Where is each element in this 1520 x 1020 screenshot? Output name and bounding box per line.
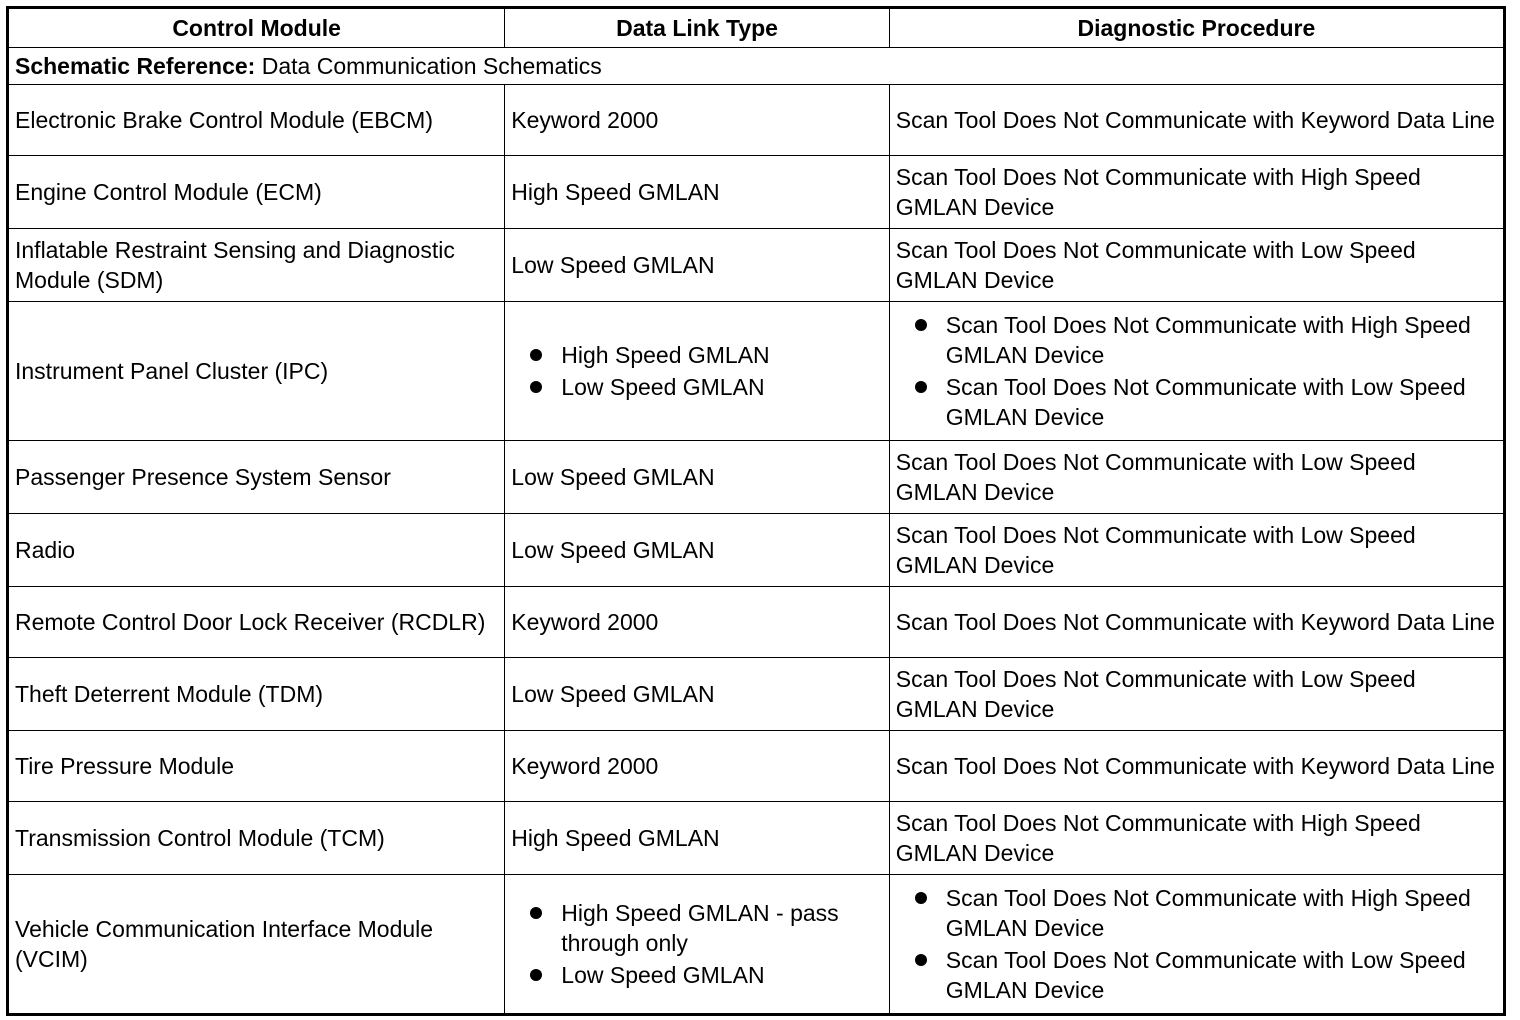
list-item — [896, 883, 1497, 943]
procedure-list — [896, 310, 1497, 432]
procedure-link[interactable]: Scan Tool Does Not Communicate with Keyword Data Line — [889, 731, 1504, 802]
list-item — [896, 372, 1497, 432]
table-row — [8, 156, 1505, 229]
list-item: Low Speed GMLAN — [511, 960, 883, 990]
module-cell: Vehicle Communication Interface Module (VCIM) — [8, 875, 505, 1015]
bullet-icon — [530, 381, 542, 393]
link-type-cell: Keyword 2000 — [505, 731, 890, 802]
module-cell: Remote Control Door Lock Receiver (RCDLR) — [8, 587, 505, 658]
module-cell: Tire Pressure Module — [8, 731, 505, 802]
schematic-reference-label: Schematic Reference: — [15, 53, 256, 79]
link-type-cell: Low Speed GMLAN — [505, 441, 890, 514]
bullet-icon — [915, 319, 927, 331]
header-data-link-type: Data Link Type — [505, 8, 890, 48]
link-type-cell: Low Speed GMLAN — [505, 514, 890, 587]
procedure-link[interactable]: Scan Tool Does Not Communicate with Low Speed GMLAN Device — [889, 229, 1504, 302]
bullet-icon — [915, 954, 927, 966]
list-item — [896, 310, 1497, 370]
module-cell: Electronic Brake Control Module (EBCM) — [8, 85, 505, 156]
link-type-cell: Low Speed GMLAN — [505, 658, 890, 731]
link-type-cell: High Speed GMLAN — [505, 156, 890, 229]
table-row — [8, 229, 1505, 302]
header-diagnostic-procedure: Diagnostic Procedure — [889, 8, 1504, 48]
bullet-icon — [530, 907, 542, 919]
module-cell: Instrument Panel Cluster (IPC) — [8, 302, 505, 441]
module-cell: Passenger Presence System Sensor — [8, 441, 505, 514]
table-row — [8, 587, 1505, 658]
link-type-cell: High Speed GMLAN — [505, 802, 890, 875]
procedure-list — [896, 883, 1497, 1005]
module-cell: Engine Control Module (ECM) — [8, 156, 505, 229]
table-row — [8, 731, 1505, 802]
bullet-icon — [915, 892, 927, 904]
schematic-reference-link[interactable]: Data Communication Schematics — [255, 53, 602, 79]
link-type-cell: Keyword 2000 — [505, 85, 890, 156]
procedure-cell — [889, 875, 1504, 1015]
table-row — [8, 441, 1505, 514]
procedure-link[interactable]: Scan Tool Does Not Communicate with High Speed GMLAN Device — [945, 885, 1471, 941]
link-type-list — [511, 340, 883, 402]
module-cell: Radio — [8, 514, 505, 587]
procedure-link[interactable]: Scan Tool Does Not Communicate with High Speed GMLAN Device — [945, 312, 1471, 368]
list-item: High Speed GMLAN - pass through only — [511, 898, 883, 958]
procedure-link[interactable]: Scan Tool Does Not Communicate with Low Speed GMLAN Device — [945, 374, 1466, 430]
procedure-link[interactable]: Scan Tool Does Not Communicate with Low Speed GMLAN Device — [889, 658, 1504, 731]
procedure-link[interactable]: Scan Tool Does Not Communicate with Low Speed GMLAN Device — [889, 441, 1504, 514]
list-item: High Speed GMLAN — [511, 340, 883, 370]
data-link-table — [6, 6, 1506, 1016]
table-row — [8, 85, 1505, 156]
procedure-link[interactable]: Scan Tool Does Not Communicate with Keyword Data Line — [889, 587, 1504, 658]
schematic-reference-cell — [8, 48, 1505, 85]
module-cell: Transmission Control Module (TCM) — [8, 802, 505, 875]
list-item — [896, 945, 1497, 1005]
procedure-cell — [889, 302, 1504, 441]
procedure-link[interactable]: Scan Tool Does Not Communicate with Keyword Data Line — [889, 85, 1504, 156]
link-type-cell: Low Speed GMLAN — [505, 229, 890, 302]
list-item: Low Speed GMLAN — [511, 372, 883, 402]
procedure-link[interactable]: Scan Tool Does Not Communicate with High Speed GMLAN Device — [889, 802, 1504, 875]
table-row — [8, 302, 1505, 441]
procedure-link[interactable]: Scan Tool Does Not Communicate with Low Speed GMLAN Device — [945, 947, 1466, 1003]
procedure-link[interactable]: Scan Tool Does Not Communicate with Low Speed GMLAN Device — [889, 514, 1504, 587]
table-row — [8, 802, 1505, 875]
table-row — [8, 875, 1505, 1015]
bullet-icon — [530, 349, 542, 361]
header-control-module: Control Module — [8, 8, 505, 48]
link-type-cell — [505, 875, 890, 1015]
table-row — [8, 514, 1505, 587]
module-cell: Inflatable Restraint Sensing and Diagnostic Module (SDM) — [8, 229, 505, 302]
link-type-list — [511, 898, 883, 990]
schematic-reference-row — [8, 48, 1505, 85]
table-row — [8, 658, 1505, 731]
bullet-icon — [915, 381, 927, 393]
module-cell: Theft Deterrent Module (TDM) — [8, 658, 505, 731]
link-type-cell: Keyword 2000 — [505, 587, 890, 658]
procedure-link[interactable]: Scan Tool Does Not Communicate with High Speed GMLAN Device — [889, 156, 1504, 229]
bullet-icon — [530, 969, 542, 981]
link-type-cell — [505, 302, 890, 441]
header-row — [8, 8, 1505, 48]
